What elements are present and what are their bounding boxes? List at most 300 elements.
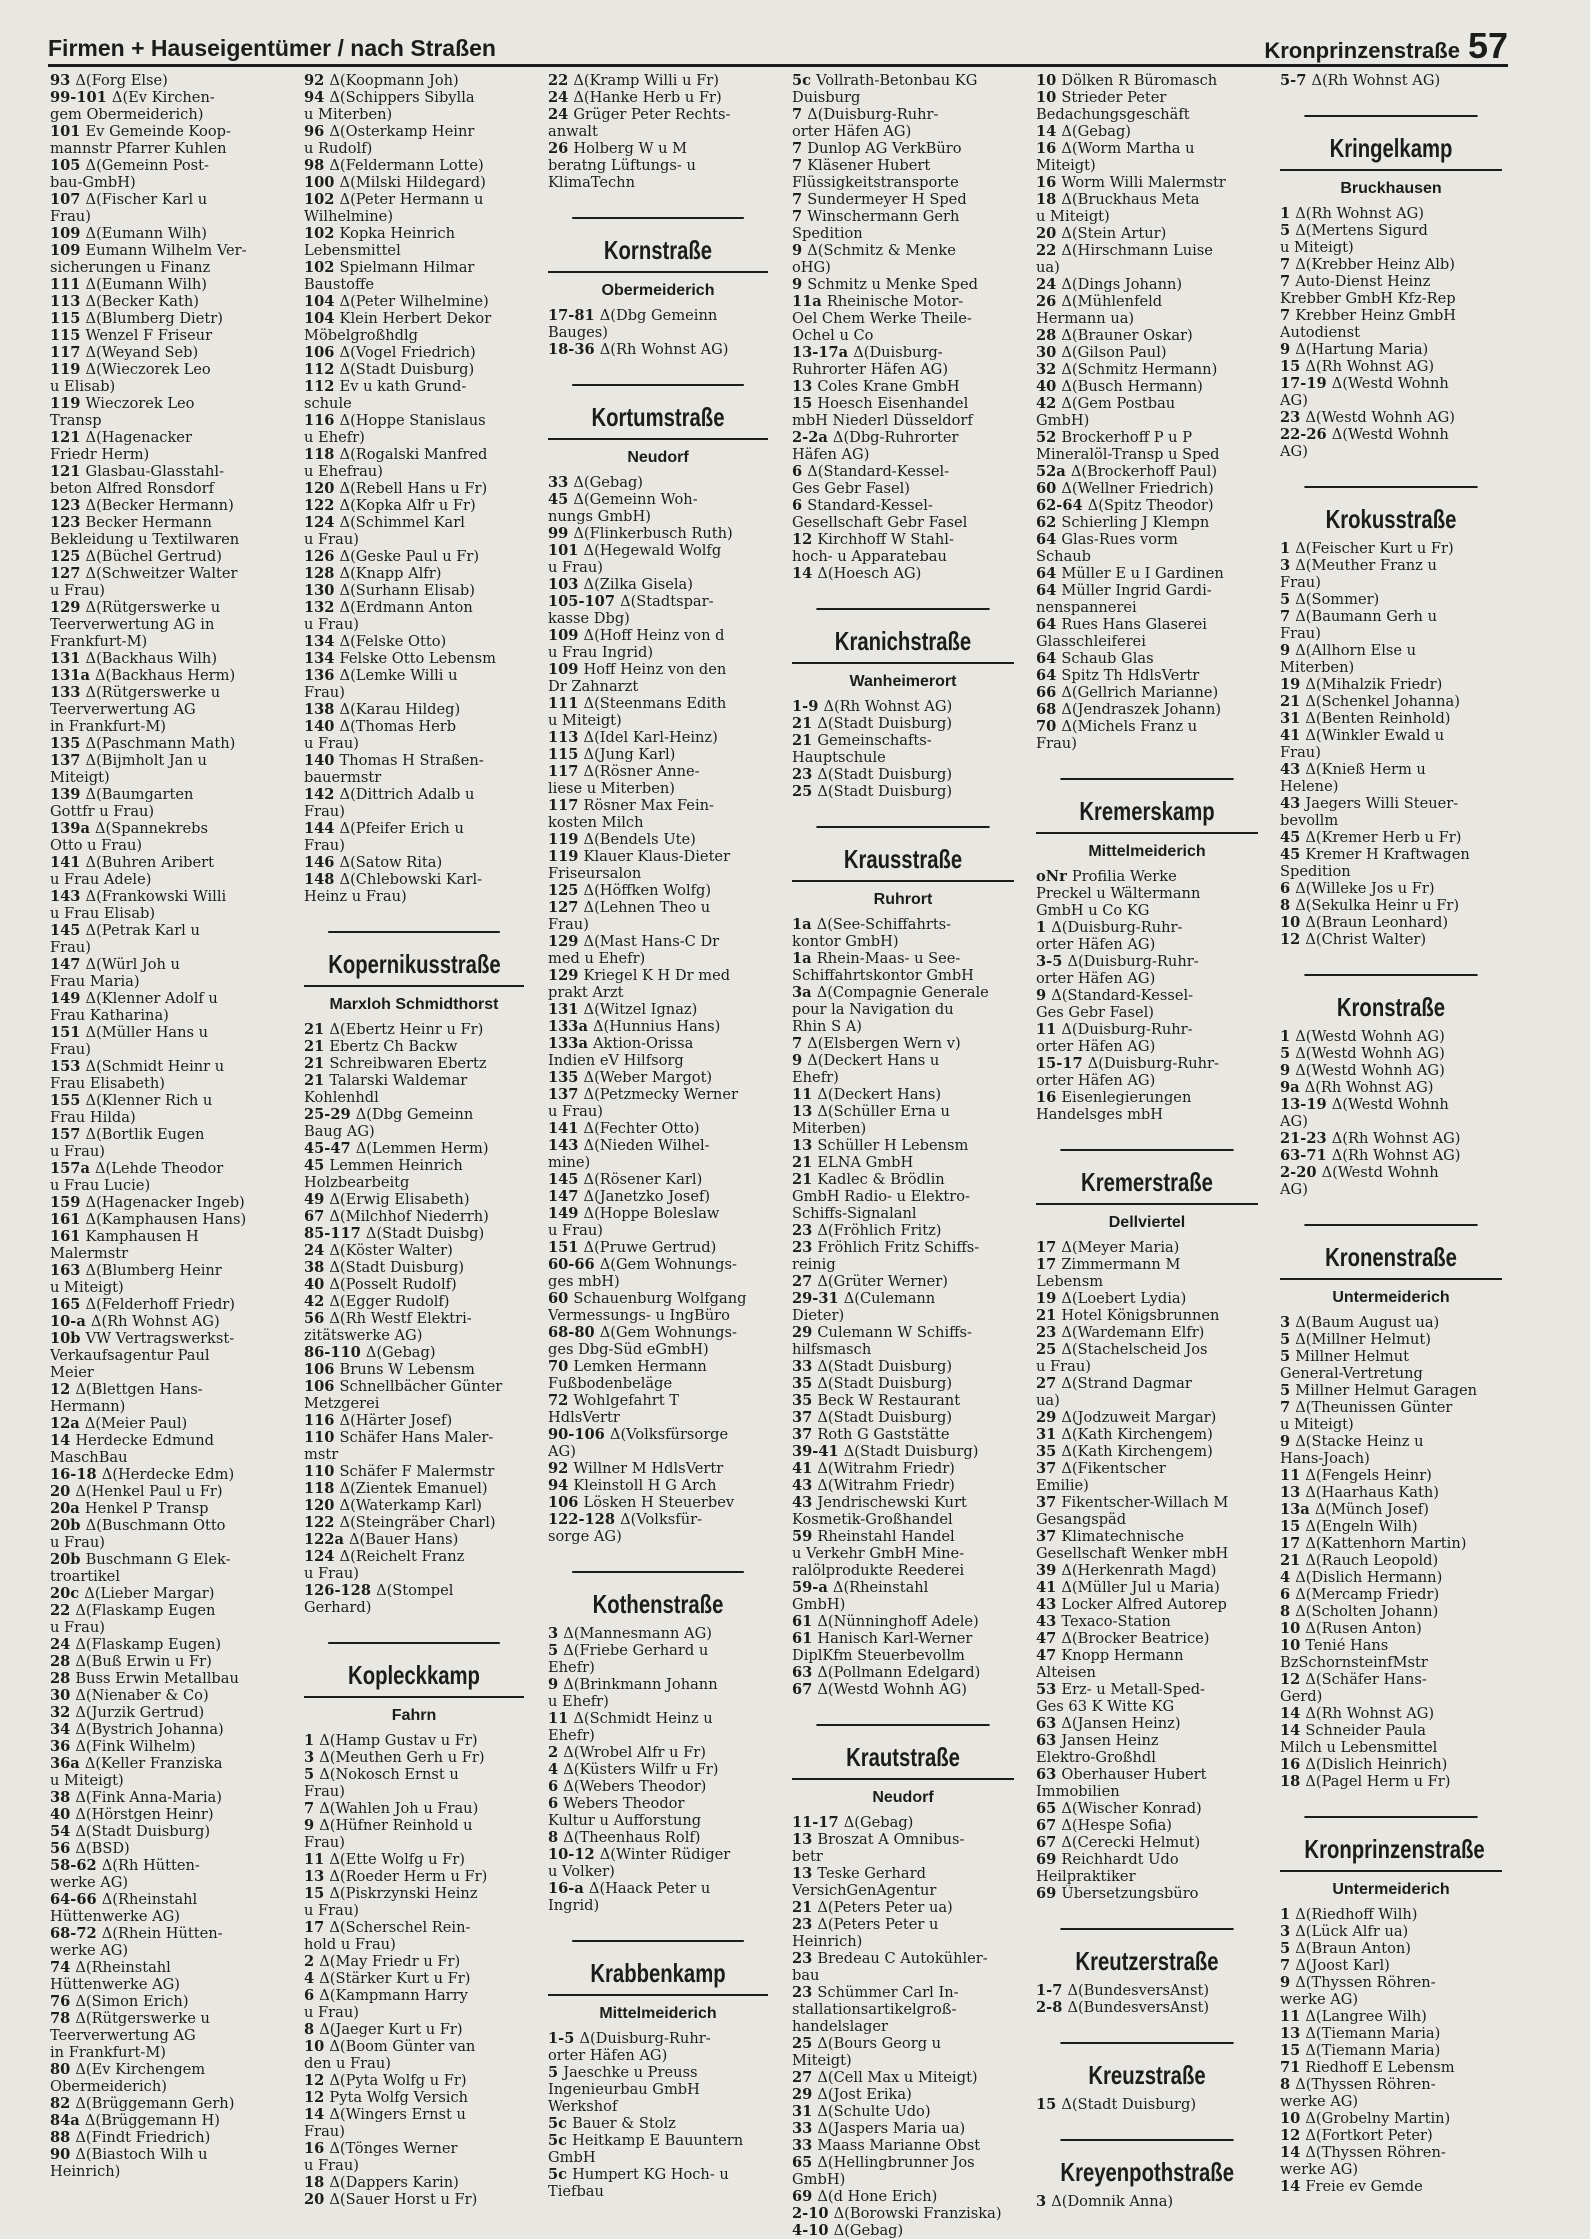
- directory-entry: [548, 1897, 768, 1914]
- directory-entry: [548, 1710, 768, 1727]
- directory-entry: [548, 1642, 768, 1659]
- house-number: 122: [304, 497, 340, 514]
- directory-entry: [792, 950, 1014, 967]
- house-number: 121: [50, 463, 86, 480]
- entry-text: Δ(Paschmann Math): [85, 735, 236, 752]
- directory-entry: [792, 732, 1014, 749]
- directory-entry: [50, 1670, 270, 1687]
- entry-text: Standard-Kessel-: [807, 497, 933, 514]
- entry-text: Δ(May Friedr u Fr): [319, 1953, 461, 1970]
- house-number: 21: [304, 1038, 330, 1055]
- directory-entry: [792, 967, 1014, 984]
- entry-text: Δ(Hamp Gustav u Fr): [319, 1732, 478, 1749]
- house-number: 63: [1036, 1766, 1062, 1783]
- directory-entry: [548, 2098, 768, 2115]
- directory-entry: [1280, 443, 1502, 460]
- entry-text: Herdecke Edmund: [75, 1432, 214, 1449]
- directory-entry: [304, 1429, 524, 1446]
- house-number: 24: [50, 1636, 76, 1653]
- directory-entry: [50, 820, 270, 837]
- house-number: 16-a: [548, 1880, 589, 1897]
- entry-text: Δ(Langree Wilh): [1305, 2008, 1427, 2025]
- house-number: 42: [304, 1293, 330, 1310]
- entry-text: Spitz Th HdlsVertr: [1061, 667, 1200, 684]
- house-number: 64: [1036, 667, 1062, 684]
- street-heading: Kranichstraße: [816, 608, 989, 656]
- directory-entry: [792, 1120, 1014, 1137]
- directory-entry: [1280, 931, 1502, 948]
- directory-entry: [792, 1528, 1014, 1545]
- directory-entry: [1036, 1528, 1258, 1545]
- entry-text: Wenzel F Friseur: [85, 327, 213, 344]
- entry-text: Δ(Mühlenfeld: [1061, 293, 1163, 310]
- entry-text: handelslager: [792, 2018, 888, 2035]
- house-number: 3: [1280, 1314, 1296, 1331]
- entry-text: Δ(Peters Peter u: [817, 1916, 939, 1933]
- entry-text: KlimaTechn: [548, 174, 635, 191]
- house-number: 124: [304, 514, 340, 531]
- directory-entry: [304, 1514, 524, 1531]
- entry-text: u Ehefrau): [304, 463, 383, 480]
- entry-text: Δ(Witzel Ignaz): [583, 1001, 698, 1018]
- entry-text: Δ(Stadt Duisburg): [329, 1259, 465, 1276]
- directory-entry: [792, 2103, 1014, 2120]
- directory-entry: [1036, 174, 1258, 191]
- entry-text: Ochel u Co: [792, 327, 874, 344]
- house-number: 4: [1280, 1569, 1296, 1586]
- entry-text: Δ(Wardemann Elfr): [1061, 1324, 1205, 1341]
- entry-text: Δ(Pollmann Edelgard): [817, 1664, 981, 1681]
- directory-entry: [50, 480, 270, 497]
- house-number: 7: [792, 106, 808, 123]
- entry-text: Schmitz u Menke Sped: [807, 276, 978, 293]
- house-number: 109: [548, 627, 584, 644]
- entry-text: anwalt: [548, 123, 598, 140]
- entry-text: Wohlgefahrt T: [573, 1392, 679, 1409]
- house-number: 15-17: [1036, 1055, 1088, 1072]
- entry-text: Δ(Loebert Lydia): [1061, 1290, 1187, 1307]
- house-number: 9: [1280, 1974, 1296, 1991]
- entry-text: Δ(Hartung Maria): [1295, 341, 1429, 358]
- entry-text: Δ(Surhann Elisab): [339, 582, 475, 599]
- house-number: 16-18: [50, 1466, 102, 1483]
- page-header: [48, 25, 1508, 67]
- entry-text: Δ(Keller Franziska: [84, 1755, 223, 1772]
- house-number: 23: [792, 1222, 818, 1239]
- house-number: 62-64: [1036, 497, 1088, 514]
- directory-entry: [50, 735, 270, 752]
- entry-text: Δ(Grobelny Martin): [1305, 2110, 1451, 2127]
- directory-entry: [548, 1778, 768, 1795]
- entry-text: Δ(Stadt Duisburg): [1061, 2096, 1197, 2113]
- district-subheading: Obermeiderich: [548, 271, 768, 301]
- house-number: 43: [1036, 1613, 1062, 1630]
- directory-entry: [1280, 1416, 1502, 1433]
- directory-entry: [304, 684, 524, 701]
- house-number: 64: [1036, 650, 1062, 667]
- directory-entry: [304, 72, 524, 89]
- directory-entry: [1280, 1957, 1502, 1974]
- house-number: 69: [792, 2188, 818, 2205]
- entry-text: Δ(Rösener Karl): [583, 1171, 703, 1188]
- house-number: 7: [1280, 1957, 1296, 1974]
- house-number: 132: [304, 599, 340, 616]
- directory-entry: [792, 1239, 1014, 1256]
- directory-entry: [304, 1191, 524, 1208]
- directory-entry: [1280, 608, 1502, 625]
- directory-entry: [548, 661, 768, 678]
- directory-entry: [1036, 1055, 1258, 1072]
- directory-entry: [1036, 1749, 1258, 1766]
- directory-entry: [548, 1829, 768, 1846]
- directory-entry: [1036, 1375, 1258, 1392]
- house-number: 3: [1036, 2193, 1052, 2210]
- directory-entry: [792, 361, 1014, 378]
- house-number: 7: [792, 208, 808, 225]
- directory-entry: [1280, 642, 1502, 659]
- directory-entry: [50, 89, 270, 106]
- directory-entry: [1280, 222, 1502, 239]
- entry-text: u Frau): [50, 582, 105, 599]
- directory-entry: [304, 1174, 524, 1191]
- house-number: 33: [792, 2120, 818, 2137]
- directory-entry: [304, 2004, 524, 2021]
- directory-entry: [50, 1874, 270, 1891]
- directory-entry: [548, 610, 768, 627]
- entry-text: Schierling J Klempn: [1061, 514, 1210, 531]
- directory-entry: [304, 1140, 524, 1157]
- entry-text: Δ(Rusen Anton): [1305, 1620, 1422, 1637]
- entry-text: Δ(Duisburg-: [853, 344, 943, 361]
- entry-text: Δ(Klenner Adolf u: [85, 990, 218, 1007]
- directory-entry: [50, 803, 270, 820]
- directory-entry: [1036, 1596, 1258, 1613]
- directory-entry: [1280, 761, 1502, 778]
- entry-text: ua): [1036, 1392, 1060, 1409]
- entry-text: AG): [1280, 443, 1308, 460]
- house-number: 35: [792, 1375, 818, 1392]
- entry-text: Δ(Mast Hans-C Dr: [583, 933, 720, 950]
- entry-text: Δ(Ette Wolfg u Fr): [329, 1851, 465, 1868]
- directory-entry: [792, 1681, 1014, 1698]
- entry-text: Δ(Stadt Duisburg): [75, 1823, 211, 1840]
- house-number: 106: [304, 344, 340, 361]
- house-number: 5: [548, 2064, 564, 2081]
- house-number: 145: [548, 1171, 584, 1188]
- entry-text: Lebensm: [1036, 1273, 1104, 1290]
- house-number: 12: [304, 2072, 330, 2089]
- directory-entry: [1036, 395, 1258, 412]
- directory-entry: [1280, 1062, 1502, 1079]
- entry-text: Δ(Hoppe Stanislaus: [339, 412, 486, 429]
- directory-entry: [1036, 1511, 1258, 1528]
- entry-text: Δ(Westd Wohnh: [1331, 1096, 1449, 1113]
- directory-entry: [50, 990, 270, 1007]
- house-number: 5: [1280, 1331, 1296, 1348]
- entry-text: Δ(Dislich Heinrich): [1305, 1756, 1448, 1773]
- entry-text: Friedr Herm): [50, 446, 150, 463]
- directory-entry: [50, 684, 270, 701]
- house-number: 24: [548, 106, 574, 123]
- directory-entry: [1280, 1654, 1502, 1671]
- house-number: 20b: [50, 1517, 86, 1534]
- entry-text: Δ(Jung Karl): [583, 746, 676, 763]
- entry-text: Δ(Stadtspar-: [620, 593, 714, 610]
- directory-entry: [304, 446, 524, 463]
- entry-text: Δ(Stompel: [376, 1582, 454, 1599]
- house-number: 67: [792, 1681, 818, 1698]
- entry-text: Δ(Rheinstahl: [75, 1959, 171, 1976]
- house-number: 6: [1280, 880, 1296, 897]
- entry-text: Frau): [50, 939, 91, 956]
- house-number: 34: [50, 1721, 76, 1738]
- house-number: 109: [548, 661, 584, 678]
- house-number: 115: [50, 310, 86, 327]
- directory-entry: [50, 1925, 270, 1942]
- entry-text: Δ(Rh Wohnst AG): [1304, 1079, 1434, 1096]
- house-number: 112: [304, 361, 340, 378]
- entry-text: Frau): [1280, 574, 1321, 591]
- directory-entry: [792, 1950, 1014, 1967]
- entry-text: Schnellbächer Günter: [339, 1378, 503, 1395]
- directory-entry: [548, 1188, 768, 1205]
- entry-text: Δ(Gebag): [573, 474, 643, 491]
- house-number: 43: [792, 1477, 818, 1494]
- entry-text: Δ(Wellner Friedrich): [1061, 480, 1214, 497]
- house-number: 12: [1280, 931, 1306, 948]
- directory-entry: [50, 72, 270, 89]
- directory-entry: [50, 1279, 270, 1296]
- directory-entry: [304, 361, 524, 378]
- directory-entry: [1036, 1868, 1258, 1885]
- entry-text: Holberg W u M: [573, 140, 688, 157]
- entry-text: Krebber GmbH Kfz-Rep: [1280, 290, 1456, 307]
- entry-text: Rheinstahl Handel: [817, 1528, 955, 1545]
- house-number: 42: [1036, 395, 1062, 412]
- entry-text: Ruhrorter Häfen AG): [792, 361, 949, 378]
- entry-text: Δ(Hegewald Wolfg: [583, 542, 722, 559]
- entry-text: Winschermann Gerh: [807, 208, 960, 225]
- entry-text: Δ(Wrobel Alfr u Fr): [563, 1744, 706, 1761]
- entry-text: Rhin S A): [792, 1018, 862, 1035]
- entry-text: kontor GmbH): [792, 933, 899, 950]
- directory-entry: [304, 1446, 524, 1463]
- directory-entry: [1036, 1409, 1258, 1426]
- entry-text: Riedhoff E Lebensm: [1305, 2059, 1455, 2076]
- entry-text: Klauer Klaus-Dieter: [583, 848, 731, 865]
- directory-entry: [1036, 1256, 1258, 1273]
- house-number: 13: [792, 1831, 818, 1848]
- entry-text: Kohlenhdl: [304, 1089, 379, 1106]
- house-number: 13: [792, 1103, 818, 1120]
- directory-entry: [1036, 378, 1258, 395]
- entry-text: Δ(Rh Hütten-: [101, 1857, 200, 1874]
- directory-entry: [304, 582, 524, 599]
- entry-text: Δ(Stadt Duisbg): [365, 1225, 485, 1242]
- entry-text: Frau): [304, 1834, 345, 1851]
- directory-entry: [1036, 140, 1258, 157]
- entry-text: u Volker): [548, 1863, 615, 1880]
- house-number: 20: [1036, 225, 1062, 242]
- directory-entry: [548, 644, 768, 661]
- entry-text: Δ(Backhaus Wilh): [85, 650, 218, 667]
- entry-text: Δ(Benten Reinhold): [1305, 710, 1451, 727]
- directory-entry: [548, 1375, 768, 1392]
- directory-entry: [1280, 341, 1502, 358]
- entry-text: u Miteigt): [50, 1279, 124, 1296]
- house-number: 120: [304, 480, 340, 497]
- entry-text: Frau Maria): [50, 973, 140, 990]
- house-number: 21: [304, 1021, 330, 1038]
- entry-text: Gesellschaft Gebr Fasel: [792, 514, 968, 531]
- house-number: 60-66: [548, 1256, 600, 1273]
- entry-text: pour la Navigation du: [792, 1001, 954, 1018]
- entry-text: Δ(Feischer Kurt u Fr): [1295, 540, 1454, 557]
- house-number: 119: [548, 831, 584, 848]
- house-number: 45: [1280, 846, 1306, 863]
- directory-entry: [792, 514, 1014, 531]
- directory-entry: [792, 293, 1014, 310]
- directory-entry: [1280, 1603, 1502, 1620]
- house-number: 92: [548, 1460, 574, 1477]
- entry-text: Jaegers Willi Steuer-: [1305, 795, 1459, 812]
- directory-entry: [792, 123, 1014, 140]
- directory-entry: [50, 1296, 270, 1313]
- house-number: 1: [1280, 205, 1296, 222]
- directory-entry: [50, 276, 270, 293]
- house-number: 15: [1280, 2042, 1306, 2059]
- entry-text: Kläsener Hubert: [807, 157, 931, 174]
- entry-text: Δ(Schenkel Johanna): [1305, 693, 1460, 710]
- entry-text: Hanisch Karl-Werner: [817, 1630, 973, 1647]
- house-number: 20a: [50, 1500, 85, 1517]
- house-number: 15: [792, 395, 818, 412]
- directory-entry: [50, 1704, 270, 1721]
- house-number: 37: [792, 1409, 818, 1426]
- entry-text: u Ehefr): [304, 429, 365, 446]
- directory-entry: [50, 1211, 270, 1228]
- entry-text: Teerverwertung AG in: [50, 616, 215, 633]
- entry-text: Δ(Steingräber Charl): [339, 1514, 496, 1531]
- house-number: 127: [50, 565, 86, 582]
- directory-entry: [304, 803, 524, 820]
- entry-text: Duisburg: [792, 89, 861, 106]
- house-number: 43: [1280, 761, 1306, 778]
- entry-text: Δ(Ev Kirchengem: [75, 2061, 206, 2078]
- entry-text: Handelsges mbH: [1036, 1106, 1163, 1123]
- house-number: 43: [792, 1494, 818, 1511]
- house-number: 125: [548, 882, 584, 899]
- directory-entry: [1036, 429, 1258, 446]
- directory-entry: [548, 1392, 768, 1409]
- directory-entry: [304, 701, 524, 718]
- entry-text: Δ(Mannesmann AG): [563, 1625, 712, 1642]
- directory-entry: [548, 797, 768, 814]
- directory-entry: [1036, 885, 1258, 902]
- house-number: 9: [548, 1676, 564, 1693]
- entry-text: Δ(Dings Johann): [1061, 276, 1183, 293]
- entry-text: Schäfer F Malermstr: [339, 1463, 495, 1480]
- entry-text: Δ(Piskrzynski Heinz: [329, 1885, 478, 1902]
- directory-entry: [548, 1863, 768, 1880]
- entry-text: Δ(Herdecke Edm): [101, 1466, 235, 1483]
- directory-column-2: [304, 72, 524, 2208]
- directory-entry: [304, 1395, 524, 1412]
- house-number: 4-10: [792, 2222, 834, 2239]
- entry-text: Alteisen: [1036, 1664, 1096, 1681]
- directory-entry: [304, 174, 524, 191]
- directory-entry: [304, 191, 524, 208]
- directory-entry: [50, 1857, 270, 1874]
- directory-entry: [1280, 1552, 1502, 1569]
- directory-entry: [304, 871, 524, 888]
- house-number: 36a: [50, 1755, 85, 1772]
- directory-entry: [304, 1800, 524, 1817]
- directory-entry: [792, 2137, 1014, 2154]
- directory-entry: [304, 1480, 524, 1497]
- entry-text: u Miteigt): [1280, 239, 1354, 256]
- directory-entry: [1280, 358, 1502, 375]
- directory-entry: [548, 1324, 768, 1341]
- directory-entry: [1036, 919, 1258, 936]
- directory-entry: [548, 525, 768, 542]
- entry-text: Δ(Rütgerswerke u: [85, 599, 221, 616]
- house-number: 5: [304, 1766, 320, 1783]
- entry-text: Δ(Meuther Franz u: [1295, 557, 1437, 574]
- house-number: 18-36: [548, 341, 600, 358]
- entry-text: Δ(Braun Anton): [1295, 1940, 1412, 1957]
- entry-text: Δ(Ev Kirchen-: [111, 89, 215, 106]
- house-number: 136: [304, 667, 340, 684]
- directory-entry: [548, 2047, 768, 2064]
- directory-entry: [792, 2086, 1014, 2103]
- house-number: 11: [548, 1710, 574, 1727]
- entry-text: Gerhard): [304, 1599, 372, 1616]
- entry-text: Δ(Gemeinn Woh-: [573, 491, 698, 508]
- house-number: 56: [304, 1310, 330, 1327]
- directory-entry: [792, 749, 1014, 766]
- entry-text: Δ(Tiemann Maria): [1305, 2042, 1441, 2059]
- directory-entry: [548, 1880, 768, 1897]
- directory-entry: [304, 1463, 524, 1480]
- street-heading: Krabbenkamp: [572, 1940, 744, 1988]
- house-number: 22-26: [1280, 426, 1332, 443]
- house-number: 18: [1280, 1773, 1306, 1790]
- directory-entry: [50, 2112, 270, 2129]
- entry-text: Δ(Weyand Seb): [85, 344, 199, 361]
- directory-entry: [1036, 735, 1258, 752]
- entry-text: Δ(Kremer Herb u Fr): [1305, 829, 1462, 846]
- directory-entry: [1036, 616, 1258, 633]
- directory-entry: [50, 1840, 270, 1857]
- directory-entry: [792, 1154, 1014, 1171]
- directory-entry: [1280, 1620, 1502, 1637]
- directory-entry: [304, 242, 524, 259]
- directory-entry: [304, 1361, 524, 1378]
- directory-entry: [304, 531, 524, 548]
- entry-text: Δ(See-Schiffahrts-: [816, 916, 952, 933]
- entry-text: Spedition: [1280, 863, 1351, 880]
- house-number: 37: [1036, 1460, 1062, 1477]
- entry-text: Δ(Rh Wohnst AG): [599, 341, 729, 358]
- entry-text: werke AG): [50, 1874, 129, 1891]
- entry-text: Δ(BundesversAnst): [1067, 1999, 1210, 2016]
- entry-text: Δ(Härter Josef): [339, 1412, 453, 1429]
- directory-entry: [50, 1313, 270, 1330]
- directory-entry: [304, 1970, 524, 1987]
- directory-entry: [50, 1330, 270, 1347]
- entry-text: Δ(Rheinstahl: [832, 1579, 929, 1596]
